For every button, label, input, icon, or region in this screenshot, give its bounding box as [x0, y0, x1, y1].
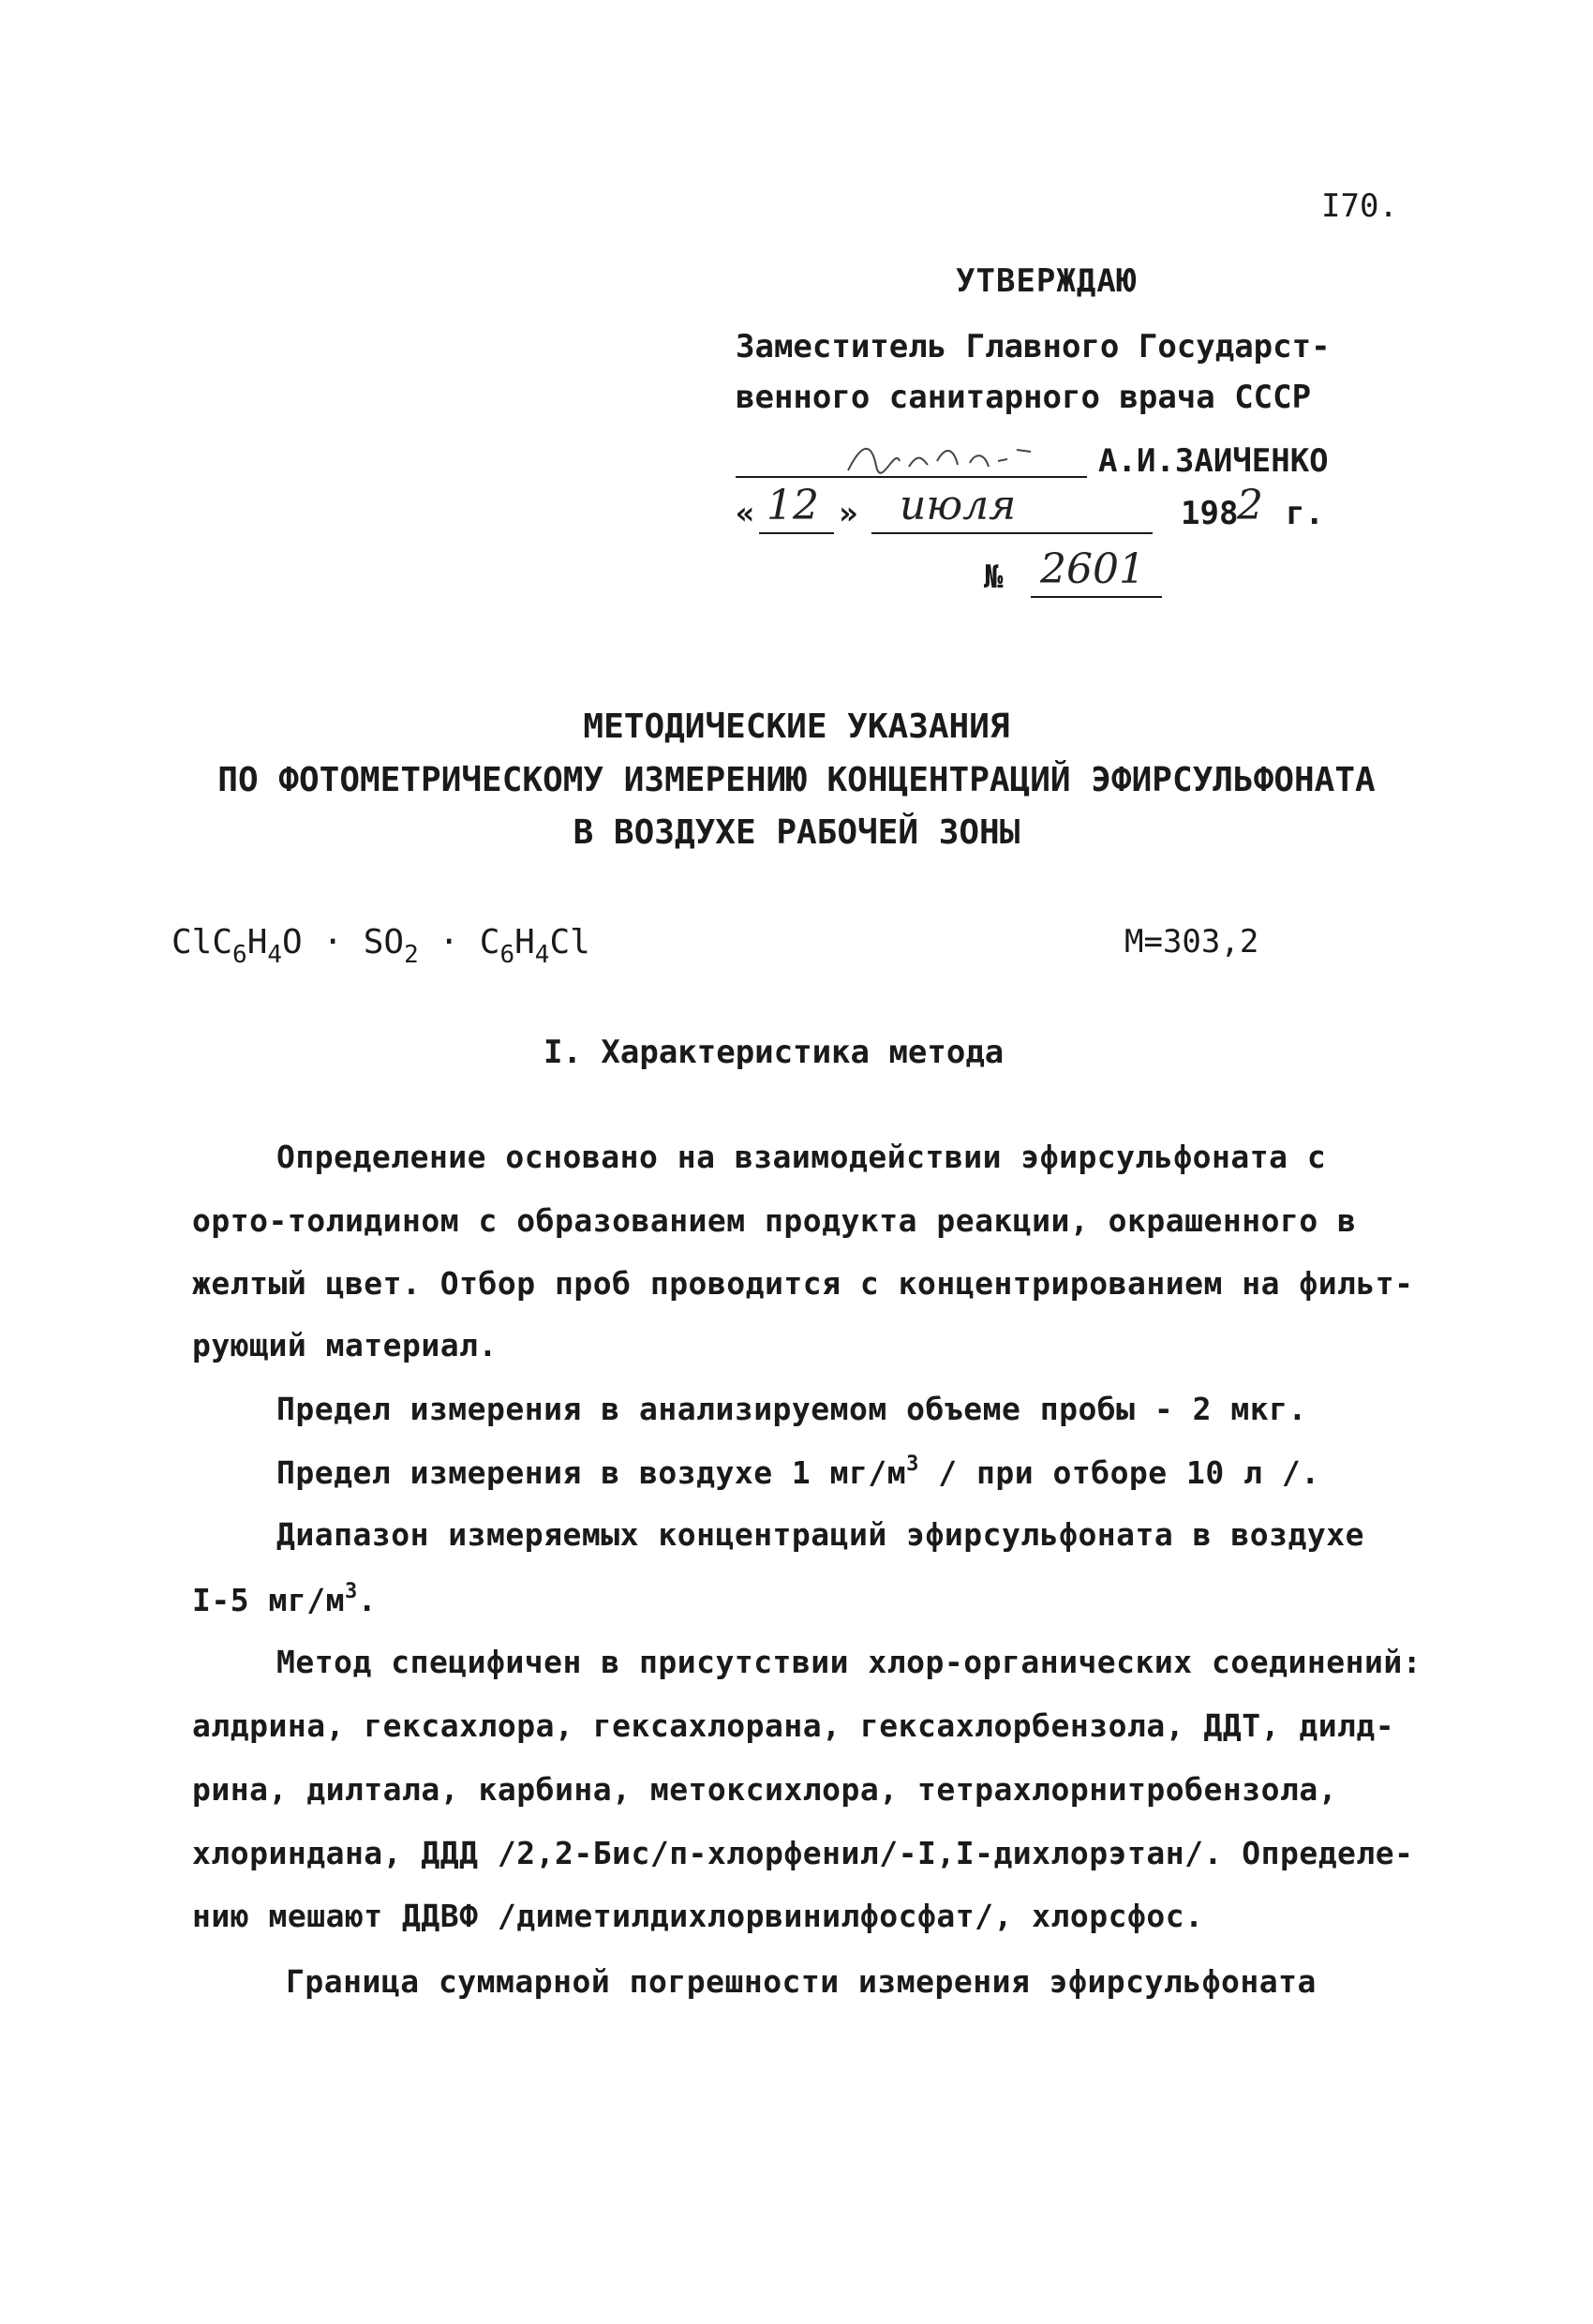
date-year-suffix: 2 [1237, 482, 1263, 529]
date-day: 12 [767, 482, 819, 529]
date-quote-open: « [736, 495, 755, 532]
number-sign: № [984, 559, 1004, 596]
date-year-prefix: 198 [1181, 495, 1239, 532]
body-line: Граница суммарной погрешности измерения эфирсульфоната [286, 1963, 1317, 2000]
date-day-underline [759, 532, 834, 534]
approval-heading: УТВЕРЖДАЮ [956, 262, 1138, 300]
chemical-formula: $ClC_6H_4O \cdot SO_2 \cdot C_6H_4Cl$ [171, 923, 590, 969]
body-line: Предел измерения в анализируемом объеме пробы - 2 мкг. [276, 1391, 1307, 1427]
body-line: I-5 $мг/м^3$. [192, 1580, 378, 1618]
doc-title-line2: ПО ФОТОМЕТРИЧЕСКОМУ ИЗМЕРЕНИЮ КОНЦЕНТРАЦИЙ ЭФИРСУЛЬФОНАТА [217, 761, 1376, 799]
body-line: Метод специфичен в присутствии хлор-органических соединений: [276, 1644, 1422, 1680]
signature-scribble [843, 433, 1068, 480]
body-line: нию мешают ДДВФ /диметилдихлорвинилфосфат/, хлорсфос. [192, 1898, 1204, 1934]
body-line: рующий материал. [192, 1327, 498, 1363]
approval-position-line1: Заместитель Главного Государст- [736, 328, 1331, 365]
date-month: июля [900, 482, 1017, 529]
body-line: Определение основано на взаимодействии эфирсульфоната с [276, 1139, 1327, 1175]
body-line: орто-толидином с образованием продукта реакции, окрашенного в [192, 1202, 1357, 1239]
date-g: г. [1286, 495, 1324, 532]
body-line: Диапазон измеряемых концентраций эфирсульфоната в воздухе [276, 1516, 1364, 1553]
section-heading: I. Характеристика метода [543, 1034, 1005, 1071]
date-month-underline [871, 532, 1153, 534]
body-line: желтый цвет. Отбор проб проводится с концентрированием на фильт- [192, 1265, 1414, 1302]
page-number: I70. [1321, 187, 1398, 225]
doc-title-line3: В ВОЗДУХЕ РАБОЧЕЙ ЗОНЫ [573, 813, 1020, 852]
molar-mass: М=303,2 [1124, 923, 1259, 961]
date-quote-close: » [839, 495, 858, 532]
doc-title-line1: МЕТОДИЧЕСКИЕ УКАЗАНИЯ [583, 708, 1010, 746]
body-line: хлориндана, ДДД /2,2-Бис/п-хлорфенил/-I,I-дихлорэтан/. Определе- [192, 1835, 1414, 1871]
body-line: алдрина, гексахлора, гексахлорана, гексахлорбензола, ДДТ, дилд- [192, 1707, 1395, 1744]
number-underline [1031, 596, 1162, 598]
signature-name: А.И.ЗАИЧЕНКО [1098, 442, 1329, 480]
body-line: рина, дилтала, карбина, метоксихлора, тетрахлорнитробензола, [192, 1771, 1338, 1808]
body-line: Предел измерения в воздухе 1 $мг/м^3$ / при отборе 10 л /. [276, 1452, 1320, 1491]
approval-position-line2: венного санитарного врача СССР [736, 379, 1312, 416]
number-value: 2601 [1040, 545, 1145, 593]
